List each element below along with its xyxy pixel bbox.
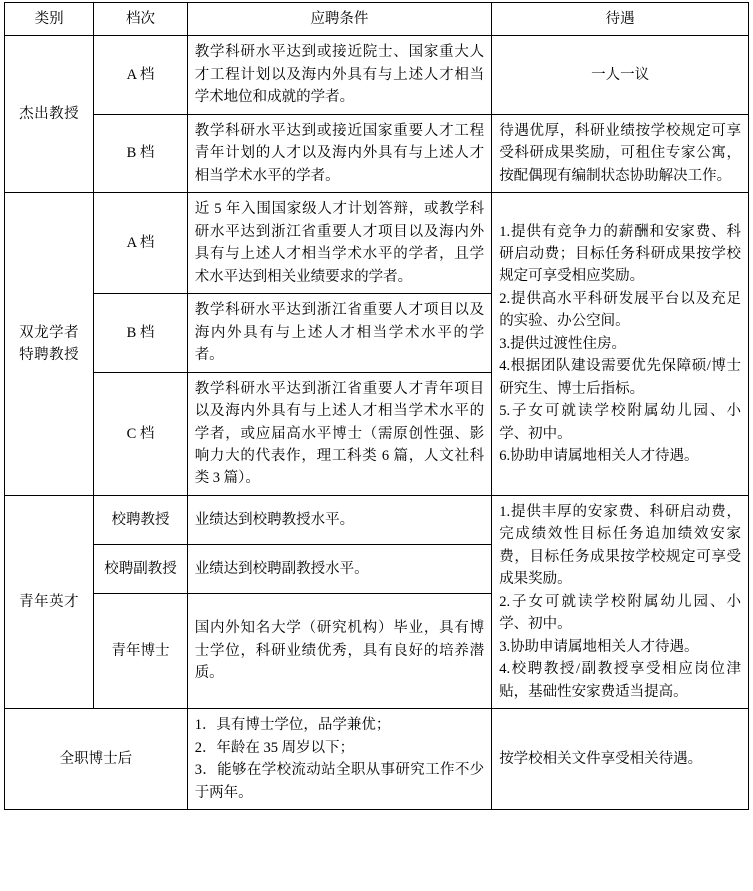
- level-label: B 档: [94, 294, 187, 372]
- level-label: 青年博士: [94, 594, 187, 709]
- treatment-line: 2.子女可就读学校附属幼儿园、小学、初中。: [499, 593, 741, 633]
- condition-text: 教学科研水平达到浙江省重要人才项目以及海内外具有与上述人才相当学术水平的学者。: [187, 294, 492, 372]
- table-header: [5, 3, 749, 36]
- condition-line: 3．能够在学校流动站全职从事研究工作不少于两年。: [194, 762, 485, 801]
- treatment-line: 4.校聘教授/副教授享受相应岗位津贴，基础性安家费适当提高。: [499, 661, 741, 700]
- level-label: B 档: [94, 114, 187, 192]
- treatment-line: 4.根据团队建设需要优先保障硕/博士研究生、博士后指标。: [499, 358, 741, 397]
- treatment-line: 1.提供丰厚的安家费、科研启动费，完成绩效性目标任务追加绩效安家费，目标任务成果按学校规定可享受成果奖励。: [499, 503, 741, 588]
- header-category: 类别: [5, 3, 94, 36]
- level-label: A 档: [94, 36, 187, 114]
- header-treatment: 待遇: [492, 3, 749, 36]
- table-header-row: [5, 3, 749, 36]
- header-condition: 应聘条件: [187, 3, 492, 36]
- table-row: [5, 193, 749, 294]
- treatment-list: [492, 193, 749, 496]
- condition-text: 业绩达到校聘副教授水平。: [187, 545, 492, 594]
- category-postdoc: 全职博士后: [5, 709, 188, 810]
- treatment-line: 5.子女可就读学校附属幼儿园、小学、初中。: [499, 403, 741, 442]
- category-distinguished-professor: 杰出教授: [5, 36, 94, 193]
- category-line-2: 特聘教授: [19, 347, 80, 364]
- treatment-line: 3.提供过渡性住房。: [499, 335, 627, 352]
- condition-text: 国内外知名大学（研究机构）毕业，具有博士学位，科研业绩优秀，具有良好的培养潜质。: [187, 594, 492, 709]
- condition-text: 近 5 年入围国家级人才计划答辩，或教学科研水平达到浙江省重要人才项目以及海内外具有与上述人才相当学术水平的学者，且学术水平达到相关业绩要求的学者。: [187, 193, 492, 294]
- treatment-list: [492, 495, 749, 708]
- treatment-line: 1.提供有竞争力的薪酬和安家费、科研启动费；目标任务科研成果按学校规定可享受相应奖励。: [499, 223, 741, 285]
- treatment-line: 3.协助申请属地相关人才待遇。: [499, 638, 699, 655]
- condition-text: 业绩达到校聘教授水平。: [187, 495, 492, 544]
- table-row: [5, 709, 749, 810]
- table-body: [5, 36, 749, 810]
- header-level: 档次: [94, 3, 187, 36]
- treatment-line: 2.提供高水平科研发展平台以及充足的实验、办公空间。: [499, 290, 741, 330]
- condition-text: 教学科研水平达到浙江省重要人才青年项目以及海内外具有与上述人才相当学术水平的学者，或应届高水平博士（需原创性强、影响力大的代表作，理工科类 6 篇，人文社科类 3 篇）。: [187, 372, 492, 495]
- level-label: A 档: [94, 193, 187, 294]
- condition-line: 1．具有博士学位，品学兼优；: [194, 717, 391, 734]
- treatment-line: 6.协助申请属地相关人才待遇。: [499, 448, 699, 465]
- table-row: [5, 114, 749, 192]
- talent-recruitment-table: [4, 2, 749, 810]
- condition-list: [187, 709, 492, 810]
- category-line-1: 双龙学者: [19, 324, 80, 341]
- condition-text: 教学科研水平达到或接近国家重要人才工程青年计划的人才以及海内外具有与上述人才相当学术水平的学者。: [187, 114, 492, 192]
- condition-line: 2．年龄在 35 周岁以下；: [194, 739, 355, 756]
- level-label: 校聘教授: [94, 495, 187, 544]
- table-row: [5, 36, 749, 114]
- condition-text: 教学科研水平达到或接近院士、国家重大人才工程计划以及海内外具有与上述人才相当学术地位和成就的学者。: [187, 36, 492, 114]
- treatment-text: 一人一议: [492, 36, 749, 114]
- level-label: C 档: [94, 372, 187, 495]
- level-label: 校聘副教授: [94, 545, 187, 594]
- treatment-text: 按学校相关文件享受相关待遇。: [492, 709, 749, 810]
- document-page: [0, 2, 753, 891]
- treatment-text: 待遇优厚，科研业绩按学校规定可享受科研成果奖励，可租住专家公寓，按配偶现有编制状态协助解决工作。: [492, 114, 749, 192]
- table-row: [5, 495, 749, 544]
- category-shuanglong-scholar: [5, 193, 94, 496]
- category-young-talent: 青年英才: [5, 495, 94, 708]
